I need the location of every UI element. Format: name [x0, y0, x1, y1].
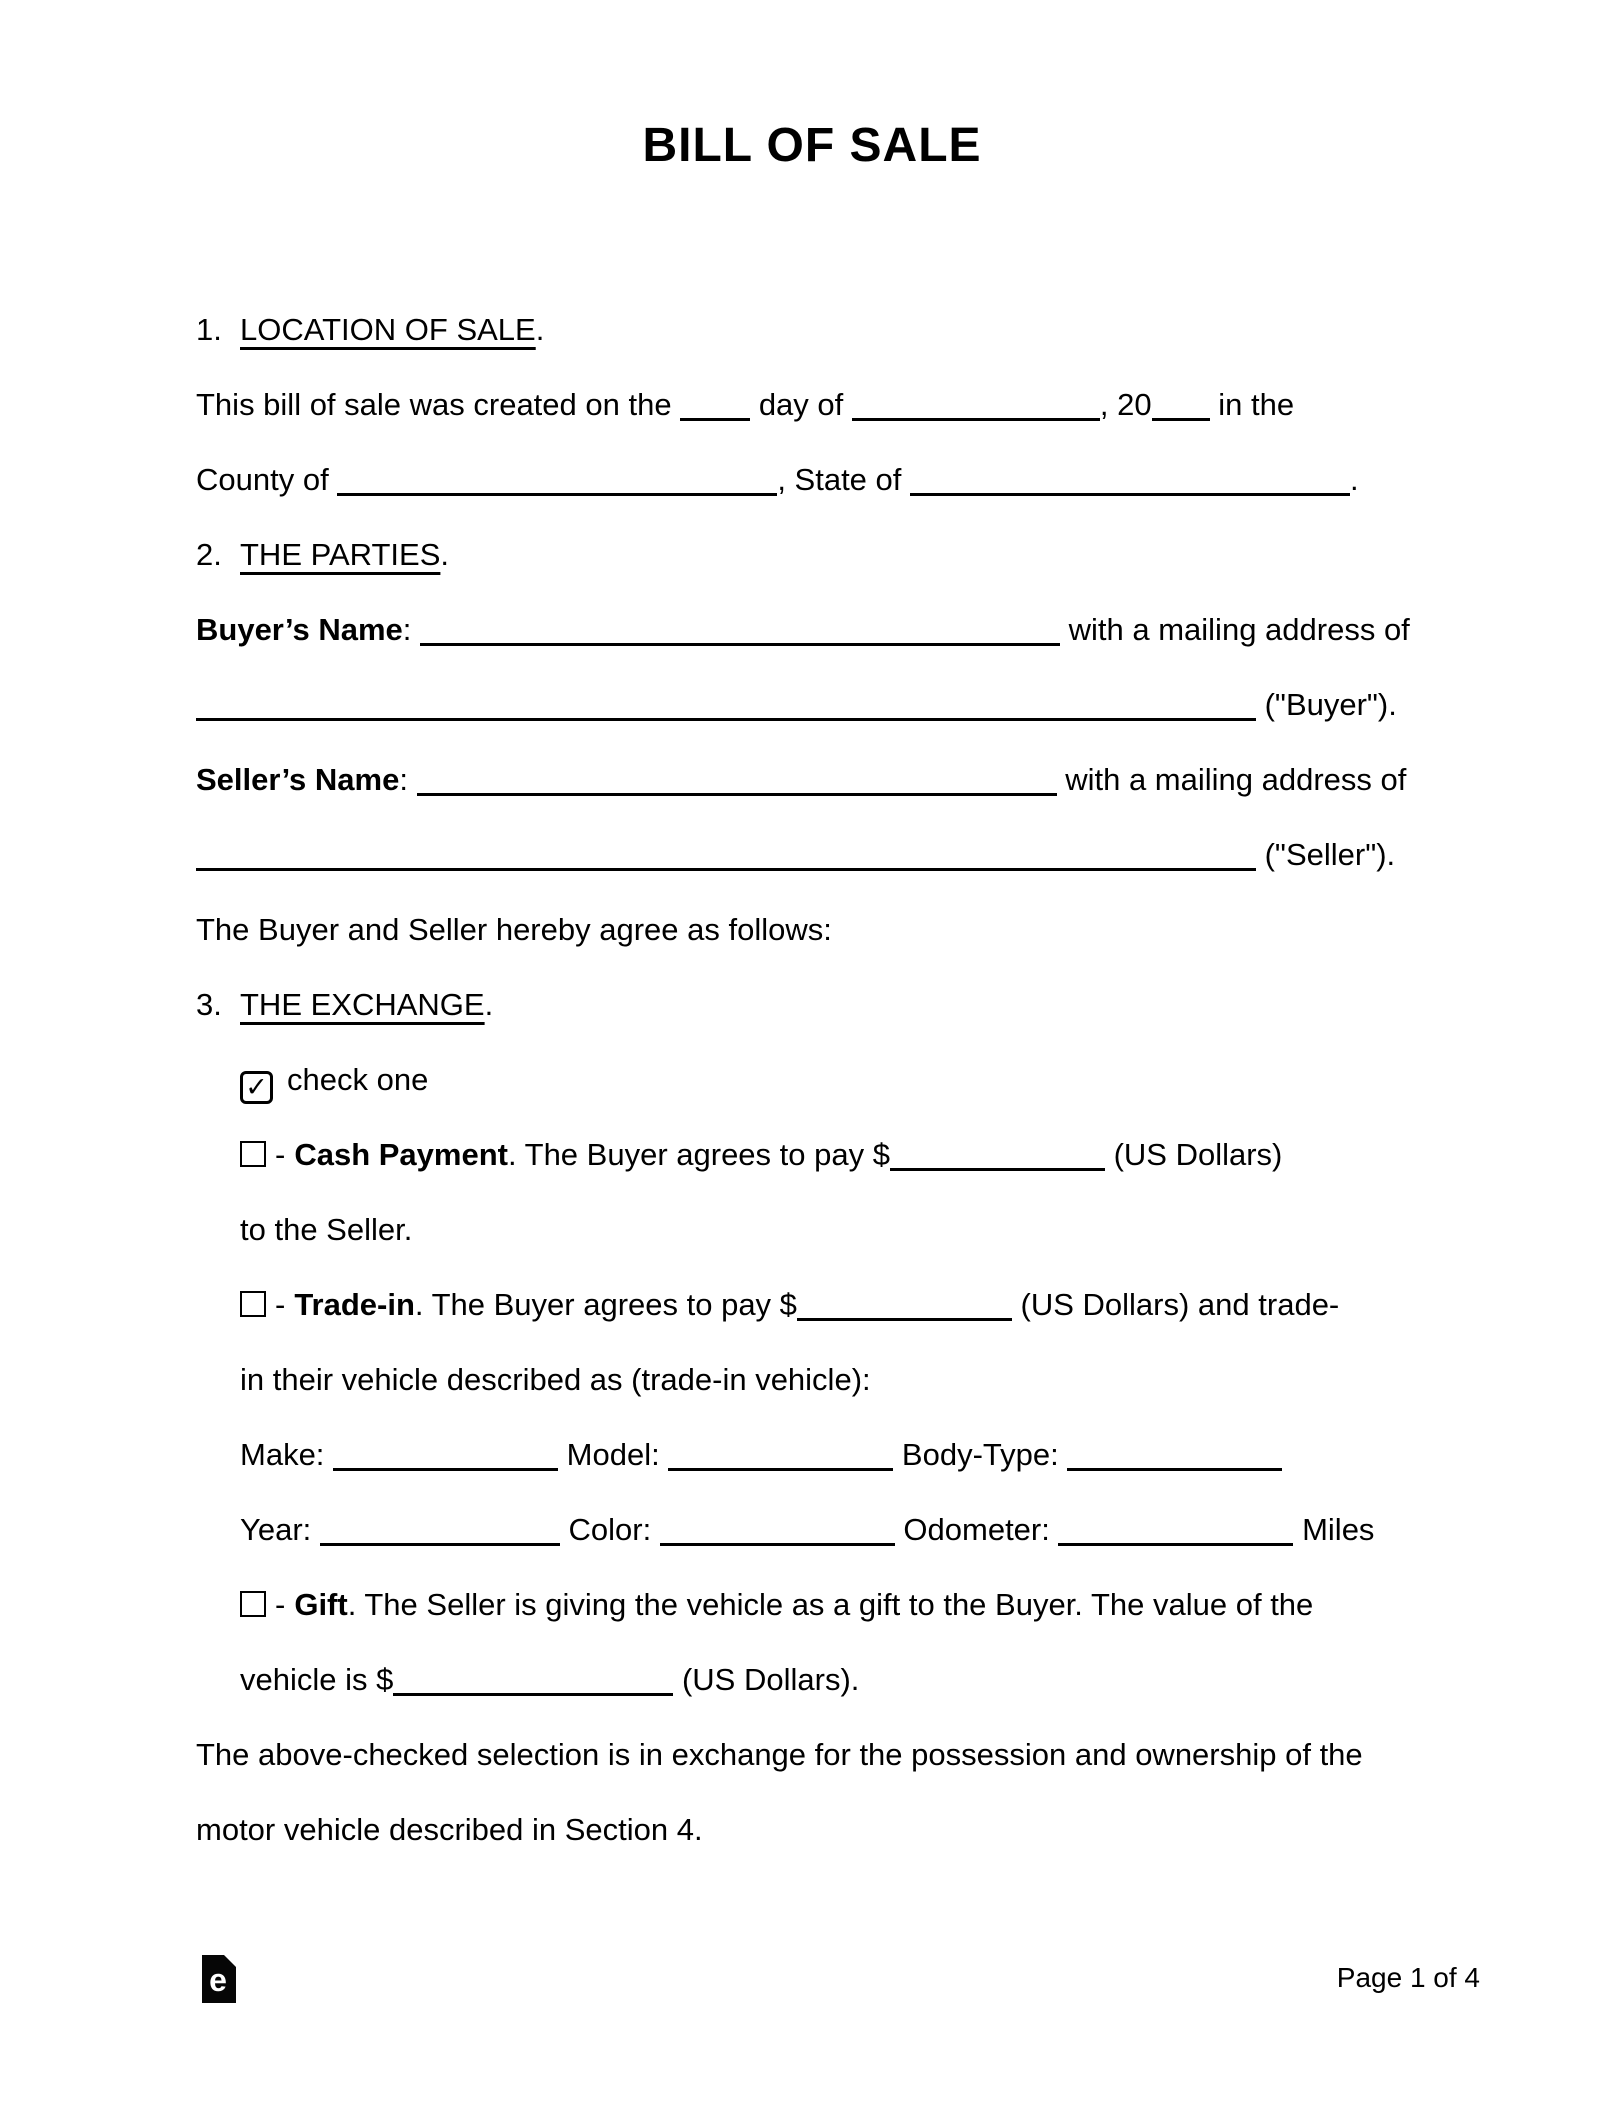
seller-name-label: Seller’s Name — [196, 762, 400, 797]
agree-text: The Buyer and Seller hereby agree as follows: — [196, 912, 832, 947]
day-blank[interactable] — [680, 408, 750, 421]
trade-in-text: . The Buyer agrees to pay $ — [414, 1287, 797, 1322]
trade-amount-blank[interactable] — [797, 1308, 1012, 1321]
seller-ref-text: ("Seller"). — [1256, 837, 1396, 872]
gift-checkbox[interactable] — [240, 1591, 266, 1617]
day-of-text: day of — [750, 387, 852, 422]
make-label: Make: — [240, 1437, 334, 1472]
trade-dash: - — [275, 1287, 286, 1322]
county-of-text: County of — [196, 462, 338, 497]
created-on-text: This bill of sale was created on the — [196, 387, 681, 422]
buyer-name-blank[interactable] — [420, 633, 1060, 646]
section-2-heading: THE PARTIES — [240, 537, 441, 572]
buyer-name-label: Buyer’s Name — [196, 612, 403, 647]
seller-name-line — [196, 760, 1406, 800]
seller-name-colon: : — [399, 762, 417, 797]
vehicle-fields-row-1 — [240, 1435, 1282, 1475]
county-blank[interactable] — [337, 483, 777, 496]
in-the-text: in the — [1209, 387, 1295, 422]
cash-amount-blank[interactable] — [890, 1158, 1105, 1171]
location-sentence-line-2 — [196, 460, 1359, 500]
cash-usd-text: (US Dollars) — [1104, 1137, 1283, 1172]
cash-payment-text: . The Buyer agrees to pay $ — [507, 1137, 890, 1172]
color-label: Color: — [559, 1512, 660, 1547]
closing-text-2: motor vehicle described in Section 4. — [196, 1812, 703, 1847]
cash-dash: - — [275, 1137, 286, 1172]
body-type-label: Body-Type: — [893, 1437, 1068, 1472]
checkmark-icon: ✓ — [245, 1072, 268, 1102]
section-2-number: 2. — [196, 537, 222, 572]
check-one-row — [240, 1060, 428, 1100]
gift-row — [240, 1585, 1313, 1625]
year-blank[interactable] — [1152, 408, 1210, 421]
buyer-mailing-text: with a mailing address of — [1060, 612, 1410, 647]
comma-20-text: , 20 — [1099, 387, 1152, 422]
year-label: Year: — [240, 1512, 320, 1547]
trade-in-checkbox[interactable] — [240, 1291, 266, 1317]
buyer-name-line — [196, 610, 1410, 650]
closing-line-2 — [196, 1810, 703, 1850]
section-3-heading: THE EXCHANGE — [240, 987, 485, 1022]
trade-cont-text: in their vehicle described as (trade-in vehicle): — [240, 1362, 871, 1397]
eforms-logo-letter: e — [209, 1962, 227, 1998]
closing-line-1 — [196, 1735, 1363, 1775]
trade-in-row — [240, 1285, 1339, 1325]
odometer-label: Odometer: — [894, 1512, 1059, 1547]
odometer-blank[interactable] — [1058, 1533, 1293, 1546]
location-end-period: . — [1350, 462, 1359, 497]
section-2-heading-period: . — [440, 537, 450, 572]
buyer-address-line — [196, 685, 1397, 725]
trade-in-label: Trade-in — [294, 1287, 415, 1322]
cash-payment-cont-row — [240, 1210, 412, 1250]
section-3-heading-row — [196, 985, 493, 1025]
location-sentence-line-1 — [196, 385, 1294, 425]
section-1-heading: LOCATION OF SALE — [240, 312, 536, 347]
section-3-heading-period: . — [484, 987, 494, 1022]
seller-address-blank[interactable] — [196, 858, 1256, 871]
agree-line — [196, 910, 832, 950]
closing-text-1: The above-checked selection is in exchange for the possession and ownership of the — [196, 1737, 1363, 1772]
month-blank[interactable] — [852, 408, 1100, 421]
gift-text: . The Seller is giving the vehicle as a gift to the Buyer. The value of the — [347, 1587, 1314, 1622]
page-indicator: Page 1 of 4 — [1336, 1962, 1480, 1993]
cash-payment-checkbox[interactable] — [240, 1141, 266, 1167]
cash-payment-label: Cash Payment — [294, 1137, 508, 1172]
section-2-heading-row — [196, 535, 449, 575]
gift-dash: - — [275, 1587, 286, 1622]
seller-address-line — [196, 835, 1395, 875]
state-of-text: , State of — [777, 462, 911, 497]
trade-usd-text: (US Dollars) and trade- — [1011, 1287, 1340, 1322]
document-title: BILL OF SALE — [642, 119, 982, 172]
trade-in-cont-row — [240, 1360, 871, 1400]
seller-name-blank[interactable] — [417, 783, 1057, 796]
section-3-number: 3. — [196, 987, 222, 1022]
seller-mailing-text: with a mailing address of — [1056, 762, 1407, 797]
gift-label: Gift — [294, 1587, 348, 1622]
state-blank[interactable] — [910, 483, 1350, 496]
section-1-heading-row — [196, 310, 544, 350]
vehicle-fields-row-2 — [240, 1510, 1374, 1550]
year-field-blank[interactable] — [320, 1533, 560, 1546]
cash-payment-row — [240, 1135, 1282, 1175]
miles-label: Miles — [1293, 1512, 1375, 1547]
check-one-checkbox[interactable] — [240, 1071, 273, 1104]
section-1-number: 1. — [196, 312, 222, 347]
body-type-blank[interactable] — [1067, 1458, 1282, 1471]
buyer-name-colon: : — [402, 612, 421, 647]
model-label: Model: — [558, 1437, 669, 1472]
buyer-address-blank[interactable] — [196, 708, 1256, 721]
buyer-ref-text: ("Buyer"). — [1256, 687, 1397, 722]
make-blank[interactable] — [333, 1458, 558, 1471]
model-blank[interactable] — [668, 1458, 893, 1471]
section-1-heading-period: . — [535, 312, 545, 347]
gift-cont-text: vehicle is $ — [240, 1662, 394, 1697]
gift-cont-row — [240, 1660, 859, 1700]
cash-cont-text: to the Seller. — [240, 1212, 413, 1247]
gift-usd-text: (US Dollars). — [673, 1662, 860, 1697]
check-one-label: check one — [287, 1062, 429, 1097]
eforms-logo-icon — [202, 1955, 236, 2003]
color-blank[interactable] — [660, 1533, 895, 1546]
gift-amount-blank[interactable] — [393, 1683, 673, 1696]
